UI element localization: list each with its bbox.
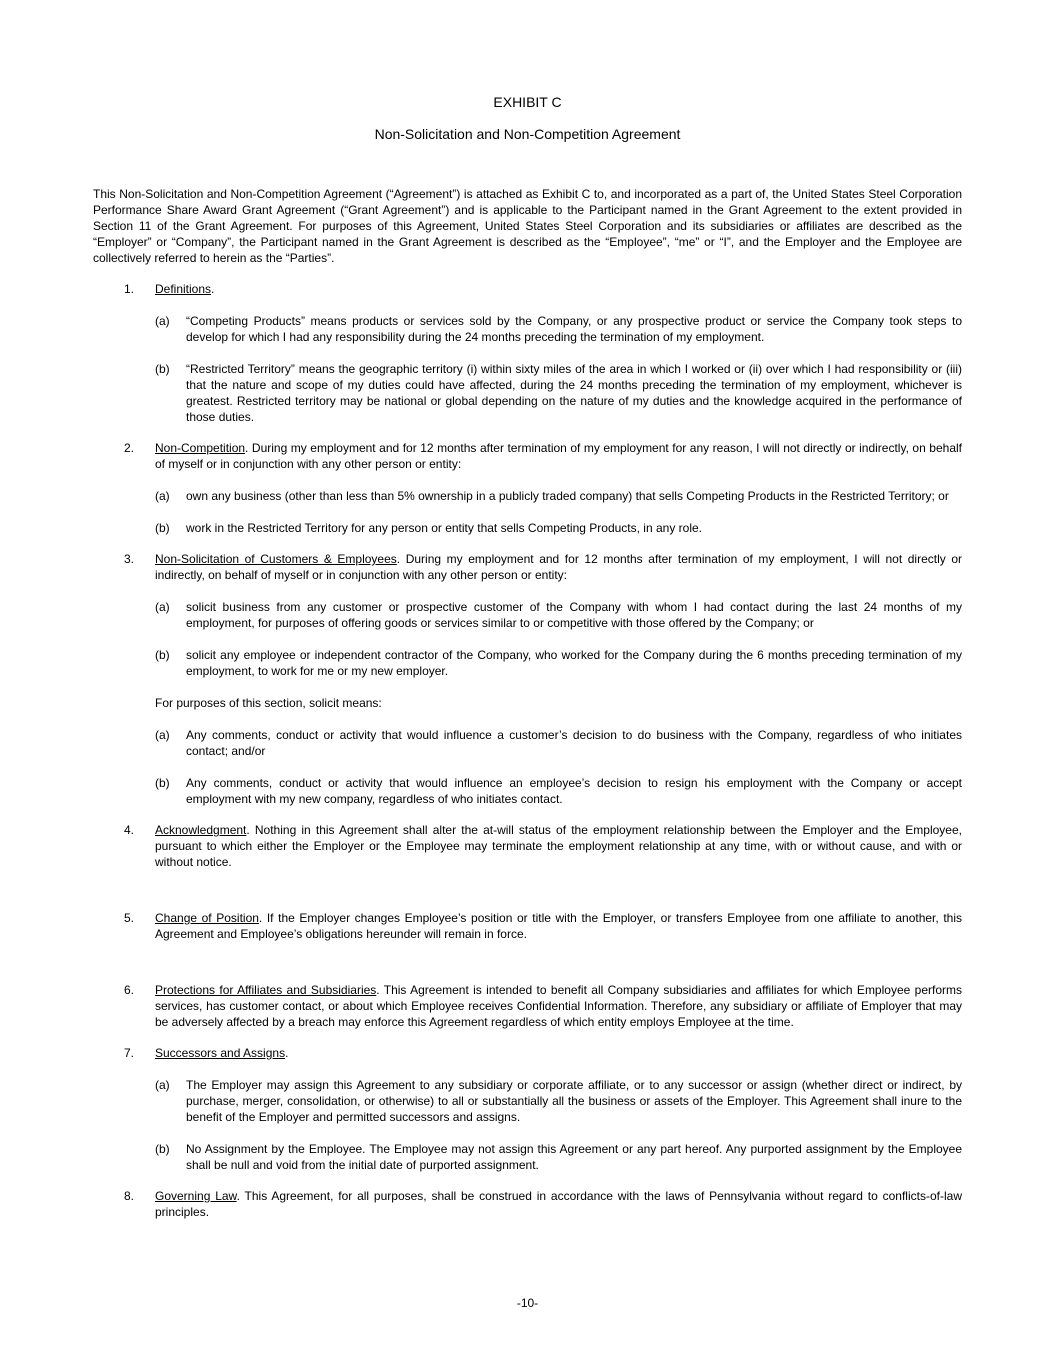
section-text: . [285,1046,289,1060]
section-text: . This Agreement is intended to benefit all Company subsidiaries and affiliates for which Employee performs services, has customer contact, or about which Employee receives Confidential Information. Therefore, any subsidiary or affiliate of Employer that may be adversely affected by a breach may enforce this Agreement regardless of which entity employs Employee at the time. [155,983,962,1029]
subsection-letter: (b) [155,648,170,662]
exhibit-title: EXHIBIT C [493,94,562,110]
section-non-solicitation [93,551,962,807]
subsection-text: Any comments, conduct or activity that would influence a customer’s decision to do business with the Company, regardless of who initiates contact; and/or [186,728,962,758]
subsection-text: No Assignment by the Employee. The Employee may not assign this Agreement or any part hereof. Any purported assignment by the Employee shall be null and void from the initial date of purported assignment. [186,1142,962,1172]
subsection [155,488,962,504]
subsection [155,775,962,807]
section-text: . Nothing in this Agreement shall alter the at-will status of the employment relationship between the Employer and the Employee, pursuant to which either the Employer or the Employee may terminate the employment relationship at any time, with or without cause, and with or without notice. [155,823,962,869]
document-page [93,93,962,1220]
subsection [155,1077,962,1125]
subsection-text: solicit any employee or independent contractor of the Company, who worked for the Company during the 6 months preceding termination of my employment, to work for me or my new employer. [186,648,962,678]
subsection [155,1141,962,1173]
section-heading: Protections for Affiliates and Subsidiaries [155,983,377,997]
subsection-text: work in the Restricted Territory for any person or entity that sells Competing Products, in any role. [186,521,703,535]
section-number: 5. [124,911,135,925]
section-change-of-position [93,910,962,942]
section-number: 4. [124,823,135,837]
subsection-letter: (b) [155,362,170,376]
subsection-letter: (b) [155,1142,170,1156]
agreement-title: Non-Solicitation and Non-Competition Agreement [374,126,681,142]
section-number: 6. [124,983,135,997]
section-governing-law [93,1188,962,1220]
section-affiliates [93,982,962,1030]
subsection-letter: (b) [155,776,170,790]
page-number: -10- [516,1296,539,1310]
subsection-letter: (b) [155,521,170,535]
section-heading: Acknowledgment [155,823,247,837]
section-text: . During my employment and for 12 months after termination of my employment for any reason, I will not directly or indirectly, on behalf of myself or in conjunction with any other person or entity: [155,441,962,471]
section-number: 1. [124,282,135,296]
section-number: 2. [124,441,135,455]
section-heading: Non-Competition [155,441,246,455]
solicit-definition-intro: For purposes of this section, solicit means: [155,696,382,710]
subsection-letter: (a) [155,314,170,328]
subsection [155,647,962,679]
section-heading: Governing Law [155,1189,237,1203]
subsection-letter: (a) [155,1078,170,1092]
section-successors [93,1045,962,1173]
section-text: . [211,282,215,296]
section-heading: Change of Position [155,911,259,925]
subsection-text: The Employer may assign this Agreement to any subsidiary or corporate affiliate, or to any successor or assign (whether direct or indirect, by purchase, merger, consolidation, or otherwise) to all or substantially all the business or assets of the Employer. This Agreement shall inure to the benefit of the Employer and permitted successors and assigns. [186,1078,962,1124]
subsection-text: own any business (other than less than 5% ownership in a publicly traded company) that sells Competing Products in the Restricted Territory; or [186,489,949,503]
section-text: . If the Employer changes Employee’s position or title with the Employer, or transfers Employee from one affiliate to another, this Agreement and Employee’s obligations hereunder will remain in force. [155,911,962,941]
section-non-competition [93,440,962,536]
section-text: . During my employment and for 12 months after termination of my employment, I will not directly or indirectly, on behalf of myself or in conjunction with any other person or entity: [155,552,963,582]
section-text: . This Agreement, for all purposes, shall be construed in accordance with the laws of Pennsylvania without regard to conflicts-of-law principles. [155,1189,962,1219]
section-heading: Non-Solicitation of Customers & Employees [155,552,397,566]
subsection-text: solicit business from any customer or prospective customer of the Company with whom I had contact during the last 24 months of my employment, for purposes of offering goods or services similar to or competitive with those offered by the Company; or [186,600,962,630]
subsection [155,520,962,536]
section-number: 8. [124,1189,135,1203]
intro-paragraph: This Non-Solicitation and Non-Competition Agreement (“Agreement”) is attached as Exhibit C to, and incorporated as a part of, the United States Steel Corporation Performance Share Award Grant Agreement (“Grant Agreement”) and is applicable to the Participant named in the Grant Agreement to the extent provided in Section 11 of the Grant Agreement. For purposes of this Agreement, United States Steel Corporation and its subsidiaries or affiliates are described as the “Employer” or “Company”, the Participant named in the Grant Agreement is described as the “Employee”, “me” or “I”, and the Employer and the Employee are collectively referred to herein as the “Parties”. [93,187,962,265]
section-number: 7. [124,1046,135,1060]
subsection-letter: (a) [155,489,170,503]
section-definitions [93,281,962,425]
subsection-letter: (a) [155,728,170,742]
subsection-letter: (a) [155,600,170,614]
subsection [155,313,962,345]
subsection-text: “Restricted Territory” means the geographic territory (i) within sixty miles of the area in which I worked or (ii) over which I had responsibility or (iii) that the nature and scope of my duties could have affected, during the 24 months preceding the termination of my employment, whichever is greatest. Restricted territory may be national or global depending on the nature of my duties and the knowledge acquired in the performance of those duties. [186,362,962,424]
section-number: 3. [124,552,135,566]
subsection-text: “Competing Products” means products or services sold by the Company, or any prospective product or service the Company took steps to develop for which I had any responsibility during the 24 months preceding the termination of my employment. [186,314,962,344]
subsection [155,599,962,631]
section-acknowledgment [93,822,962,870]
subsection [155,361,962,425]
section-heading: Successors and Assigns [155,1046,286,1060]
subsection [155,727,962,759]
subsection-text: Any comments, conduct or activity that would influence an employee’s decision to resign his employment with the Company or accept employment with my new company, regardless of who initiates contact. [186,776,962,806]
section-heading: Definitions [155,282,212,296]
